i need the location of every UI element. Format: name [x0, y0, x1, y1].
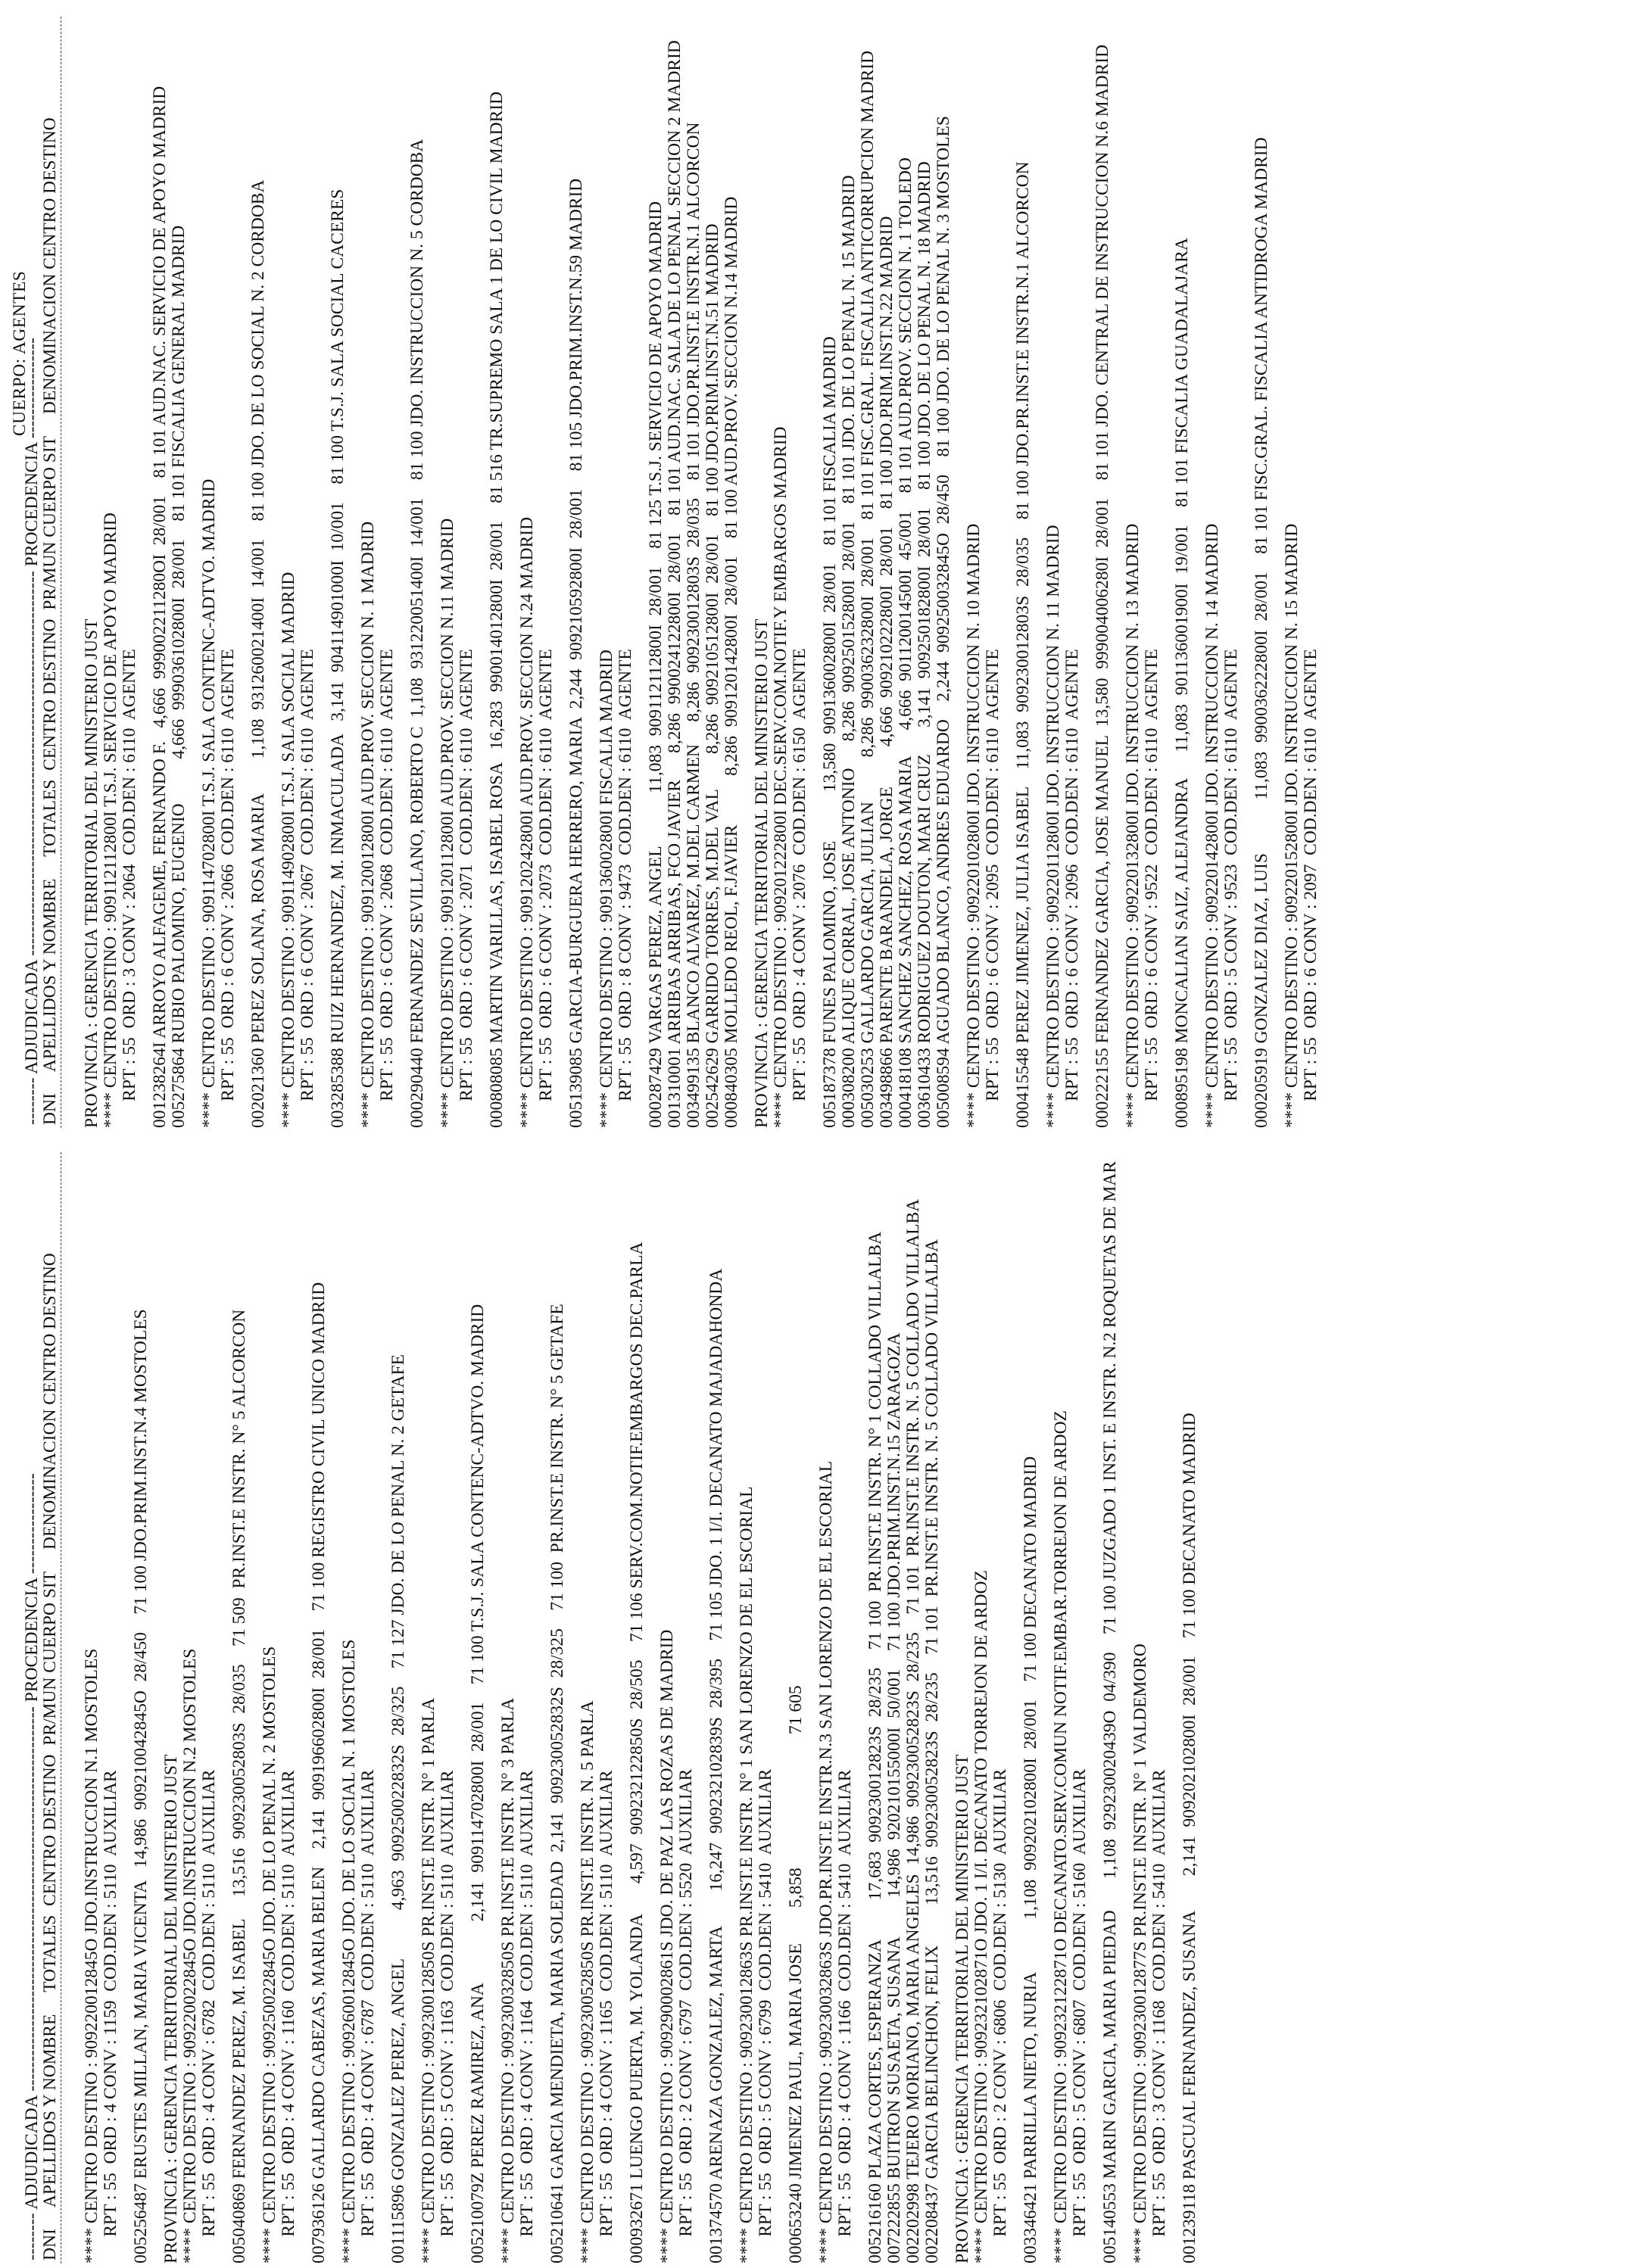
centro-destino-line: **** CENTRO DESTINO : 909220112800I JDO. INSTRUCCION N. 11 MADRID [1043, 525, 1063, 1128]
entry-row: 005140553 MARIN GARCIA, MARIA PIEDAD 1,108 929230020439O 04/390 71 100 JUZGADO 1 INST. E INSTR. N.2 ROQUETAS DE MAR [1100, 1160, 1120, 2263]
rpt-line: RPT : 55 ORD : 5 CONV : 6807 COD.DEN : 5160 AUXILIAR [1070, 1768, 1090, 2263]
listing-block [1283, 9, 1321, 1128]
centro-destino-line: **** CENTRO DESTINO : 909201222800I DEC.SERV.COM.NOTIF.Y EMBARGOS MADRID [771, 426, 790, 1128]
entry-row: 005008594 AGUADO BLANCO, ANDRES EDUARDO 2,244 909250032845O 28/450 81 100 JDO. DE LO PENAL N. 3 MOSTOLES [934, 116, 953, 1128]
listing-block [83, 9, 139, 1128]
rpt-line: RPT : 55 ORD : 4 CONV : 1165 COD.DEN : 5110 AUXILIAR [597, 1770, 616, 2263]
cuerpo-label: CUERPO: AGENTES [10, 270, 30, 436]
entry-row: 005256487 ERUSTES MILLAN, MARIA VICENTA 14,986 909210042845O 28/450 71 100 JDO.PRIM.INST.N.4 MOSTOLES [131, 1309, 151, 2263]
centro-destino-line: **** CENTRO DESTINO : 909114702800I T.S.J. SALA CONTENC-ADTVO. MADRID [199, 478, 219, 1128]
listing-block [469, 1145, 488, 2263]
centro-destino-line: **** CENTRO DESTINO : 909120012800I AUD.PROV. SECCION N. 1 MADRID [358, 521, 378, 1128]
listing-block [260, 1145, 298, 2263]
listing-block [1124, 9, 1162, 1128]
listing-block [488, 9, 507, 1128]
entry-row: 001239118 PASCUAL FERNANDEZ, SUSANA 2,141 909202102800I 28/001 71 100 DECANATO MADRID [1180, 1413, 1199, 2263]
centro-destino-line: **** CENTRO DESTINO : 909120242800I AUD.PROV. SECCION N.24 MADRID [517, 516, 537, 1128]
listing-block [389, 1145, 408, 2263]
listing-block [1131, 1145, 1169, 2263]
entry-row: 000932671 LUENGO PUERTA, M. YOLANDA 4,597 909232122850S 28/505 71 106 SERV.COM.NOTIF.EMBARGOS DEC.PARLA [627, 1241, 647, 2263]
entry-row: 007936126 GALLARDO CABEZAS, MARIA BELEN 2,141 909196602800I 28/001 71 100 REGISTRO CIVIL UNICO MADRID [309, 1282, 329, 2263]
left-entries [71, 1145, 1199, 2263]
centro-destino-line: **** CENTRO DESTINO : 909114902800I T.S.J. SALA SOCIAL MADRID [279, 572, 298, 1128]
entry-row: 000205919 GONZALEZ DIAZ, LUIS 11,083 990036222800I 28/001 81 101 FISC.GRAL. FISCALIA ANTIDROGA MADRID [1252, 137, 1271, 1128]
adjudicada-procedencia-row: -------- ADJUDICADA ----------------------------------------------------------------- PROCEDENCIA ----------------- [22, 338, 42, 1125]
listing-block [1044, 9, 1082, 1128]
listing-block [499, 1145, 537, 2263]
rpt-line: RPT : 55 ORD : 3 CONV : 1168 COD.DEN : 5410 AUXILIAR [1149, 1769, 1169, 2263]
entry-row: 002208437 GARCIA BELINCHON, FELIX 13,516 909230052823S 28/235 71 101 PR.INST.E INSTR. N. 5 COLLADO VILLALBA [922, 1239, 942, 2263]
centro-destino-line: **** CENTRO DESTINO : 909220132800I JDO. INSTRUCCION N. 13 MADRID [1123, 523, 1143, 1128]
entry-row: 000808085 MARTIN VARILLAS, ISABEL ROSA 16,283 990014012800I 28/001 81 516 TR.SUPREMO SALA 1 DE LO CIVIL MADRID [487, 91, 507, 1128]
centro-destino-line: **** CENTRO DESTINO : 909220152800I JDO. INSTRUCCION N. 15 MADRID [1282, 523, 1302, 1128]
centro-destino-line: **** CENTRO DESTINO : 909230032850S PR.INST.E INSTR. N° 3 PARLA [498, 1697, 518, 2263]
centro-destino-line: **** CENTRO DESTINO : 909260012845O JDO. DE LO SOCIAL N. 1 MOSTOLES [339, 1639, 359, 2263]
rpt-line: RPT : 55 ORD : 2 CONV : 6797 COD.DEN : 5520 AUXILIAR [676, 1768, 696, 2263]
listing-block [821, 9, 953, 1128]
centro-destino-line: **** CENTRO DESTINO : 909230012863S PR.INST.E INSTR. N° 1 SAN LORENZO DE EL ESCORIAL [737, 1486, 756, 2263]
listing-block [1093, 9, 1112, 1128]
entry-row: 000840305 MOLLEDO REOL, F.JAVIER 8,286 909120142800I 28/001 81 100 AUD.PROV. SECCION N.14 MADRID [722, 196, 741, 1128]
rpt-line: RPT : 55 ORD : 6 CONV : 2095 COD.DEN : 6110 AGENTE [983, 649, 1003, 1128]
centro-destino-line: **** CENTRO DESTINO : 909220012845O JDO.INSTRUCCION N.1 MOSTOLES [82, 1648, 101, 2263]
entry-row: 005210079Z PEREZ RAMIREZ, ANA 2,141 909114702800I 28/001 71 100 T.S.J. SALA CONTENC-ADTVO. MADRID [468, 1304, 488, 2263]
listing-block [310, 1145, 329, 2263]
entry-row: 002202998 TEJERO MORIANO, MARIA ANGELES 14,986 909230052823S 28/235 71 101 PR.INST.E INSTR. N. 5 COLLADO VILLALBA [903, 1198, 923, 2263]
rpt-line: RPT : 55 ORD : 2 CONV : 6806 COD.DEN : 5130 AUXILIAR [990, 1768, 1010, 2263]
right-entries [71, 9, 1321, 1128]
centro-destino-line: **** CENTRO DESTINO : 909220022845O JDO.INSTRUCCION N.2 MOSTOLES [180, 1648, 200, 2263]
rpt-line: RPT : 55 ORD : 5 CONV : 9523 COD.DEN : 6110 AGENTE [1221, 649, 1241, 1128]
rpt-line: RPT : 55 ORD : 5 CONV : 1163 COD.DEN : 5110 AUXILIAR [438, 1770, 457, 2263]
entry-row: 000287429 VARGAS PEREZ, ANGEL 11,083 909112112800I 28/001 81 125 T.S.J. SERVICIO DE APOYO MADRID [646, 201, 666, 1128]
rpt-line: RPT : 55 ORD : 6 CONV : 2073 COD.DEN : 6110 AGENTE [536, 649, 556, 1128]
listing-block [658, 1145, 696, 2263]
entry-row: 003498866 PARENTE BARANDELA, JORGE 4,666 909210222800I 28/001 81 100 JDO.PRIM.INST.N.22 MADRID [877, 216, 897, 1128]
centro-destino-line: **** CENTRO DESTINO : 909232122871O DECANATO.SERV.COMUN NOTIF.EMBAR.TORREJON DE ARDOZ [1051, 1410, 1071, 2263]
listing-block [965, 9, 1003, 1128]
entry-row: 000418108 SANCHEZ SANCHEZ, ROSA MARIA 4,666 901120014500I 45/001 81 101 AUD.PROV. SECCION N. 1 TOLEDO [896, 157, 915, 1128]
entry-row: 000308200 ALIQUE CORRAL, JOSE ANTONIO 8,286 909250152800I 28/001 81 101 JDO. DE LO PENAL N. 15 MADRID [839, 175, 859, 1128]
listing-block [1021, 1145, 1040, 2263]
listing-block [737, 1145, 775, 2263]
rpt-line: RPT : 55 ORD : 6 CONV : 2071 COD.DEN : 6110 AGENTE [457, 649, 476, 1128]
rpt-line: RPT : 55 ORD : 5 CONV : 6799 COD.DEN : 5410 AUXILIAR [756, 1768, 775, 2263]
entry-row: 005030253 GALLARDO GARCIA, JULIAN 8,286 990036232800I 28/001 81 101 FISC.GRAL. FISCALIA ANTICORRUPCION MADRID [858, 50, 878, 1128]
entry-row: 000415548 PEREZ JIMENEZ, JULIA ISABEL 11,083 909230012803S 28/035 81 100 JDO.PR.INST.E INSTR.N.1 ALCORCON [1013, 161, 1033, 1128]
entry-row: 000895198 MONCALIAN SAIZ, ALEJANDRA 11,083 901136001900I 19/001 81 101 FISCALIA GUADALAJARA [1172, 238, 1192, 1128]
listing-block [647, 9, 741, 1128]
listing-block [279, 9, 317, 1128]
listing-block [151, 9, 189, 1128]
listing-block [1052, 1145, 1090, 2263]
entry-row: 002021360 PEREZ SOLANA, ROSA MARIA 1,108 931260021400I 14/001 81 100 JDO. DE LO SOCIAL N. 2 CORDOBA [248, 179, 268, 1128]
centro-destino-line: **** CENTRO DESTINO : 909232102871O JDO. 1 I/I. DECANATO TORREJON DE ARDOZ [971, 1570, 991, 2263]
listing-block [200, 9, 238, 1128]
listing-block [628, 1145, 647, 2263]
centro-destino-line: **** CENTRO DESTINO : 909230032863S JDO.PR.INST.E INSTR.N.3 SAN LORENZO DE EL ESCORIAL [816, 1460, 836, 2263]
rpt-line: RPT : 55 ORD : 4 CONV : 6787 COD.DEN : 5110 AUXILIAR [358, 1769, 378, 2263]
entry-row: 005275864 RUBIO PALOMINO, EUGENIO 4,666 999036102800I 28/001 81 101 FISCALIA GENERAL MADRID [169, 225, 189, 1128]
centro-destino-line: **** CENTRO DESTINO : 909136002800I FISCALIA MADRID [597, 650, 616, 1128]
rpt-line: RPT : 55 ORD : 6 CONV : 2068 COD.DEN : 6110 AGENTE [377, 649, 397, 1128]
entry-row: 003499135 BLANCO ALVAREZ, M.DEL CARMEN 8,286 909230012803S 28/035 81 101 JDO.PR.INST.E INSTR.N.1 ALCORCON [684, 122, 703, 1128]
rpt-line: RPT : 55 ORD : 6 CONV : 2066 COD.DEN : 6110 AGENTE [218, 649, 238, 1128]
entry-row: 005187378 FUNES PALOMINO, JOSE 13,580 909136002800I 28/001 81 101 FISCALIA MADRID [820, 336, 840, 1128]
listing-block [419, 1145, 457, 2263]
rpt-line: RPT : 55 ORD : 4 CONV : 1166 COD.DEN : 5410 AUXILIAR [835, 1769, 855, 2263]
entry-row: 007222855 BUITRON SUSAETA, SUSANA 14,986 920210155000I 50/001 71 100 JDO.PRIM.INST.N.15 ZARAGOZA [884, 1332, 904, 2263]
rpt-line: RPT : 55 ORD : 6 CONV : 9522 COD.DEN : 6110 AGENTE [1142, 649, 1162, 1128]
rpt-line: RPT : 55 ORD : 4 CONV : 6782 COD.DEN : 5110 AUXILIAR [199, 1769, 219, 2263]
centro-destino-line: **** CENTRO DESTINO : 909112112800I T.S.J. SERVICIO DE APOYO MADRID [101, 512, 120, 1128]
rpt-line: RPT : 55 ORD : 6 CONV : 2067 COD.DEN : 6110 AGENTE [298, 649, 317, 1128]
centro-destino-line: **** CENTRO DESTINO : 909220142800I JDO. INSTRUCCION N. 14 MADRID [1202, 523, 1222, 1128]
column-headers-row: DNI APELLIDOS Y NOMBRE TOTALES CENTRO DESTINO PR/MUN CUERPO SIT DENOMINACION CENTRO DESTINO [40, 1253, 60, 2260]
left-listing-column [0, 1140, 1634, 2268]
listing-block [329, 9, 348, 1128]
entry-row: 003285388 RUIZ HERNANDEZ, M. INMACULADA 3,141 904114901000I 10/001 81 100 T.S.J. SALA SOCIAL CACERES [328, 188, 348, 1128]
listing-block [230, 1145, 249, 2263]
listing-block [817, 1145, 855, 2263]
rpt-line: RPT : 55 ORD : 6 CONV : 2096 COD.DEN : 6110 AGENTE [1062, 649, 1082, 1128]
centro-destino-line: **** CENTRO DESTINO : 909230012850S PR.INST.E INSTR. N° 1 PARLA [419, 1697, 438, 2263]
listing-block [1014, 9, 1033, 1128]
listing-block [753, 9, 809, 1128]
listing-block [408, 9, 427, 1128]
entry-row: 003610433 RODRIGUEZ DOUTON, MARI CRUZ 3,141 909250182800I 28/001 81 100 JDO. DE LO PENAL N. 18 MADRID [915, 161, 934, 1128]
listing-block [1101, 1145, 1120, 2263]
listing-block [1173, 9, 1192, 1128]
entry-row: 005210641 GARCIA MENDIETA, MARIA SOLEDAD 2,141 909230052832S 28/325 71 100 PR.INST.E INSTR. N° 5 GETAFE [547, 1304, 567, 2263]
listing-block [438, 9, 476, 1128]
rpt-line: RPT : 55 ORD : 4 CONV : 2076 COD.DEN : 6150 AGENTE [790, 648, 809, 1128]
rpt-line: RPT : 55 ORD : 8 CONV : 9473 COD.DEN : 6110 AGENTE [616, 649, 635, 1128]
listing-block [340, 1145, 378, 2263]
rpt-line: RPT : 55 ORD : 4 CONV : 1164 COD.DEN : 5110 AUXILIAR [517, 1770, 537, 2263]
entry-row: 003346421 PARRILLA NIETO, NURIA 1,108 909202102800I 28/001 71 100 DECANATO MADRID [1021, 1456, 1040, 2263]
listing-block [597, 9, 635, 1128]
right-listing-column [0, 5, 1634, 1132]
centro-destino-line: **** CENTRO DESTINO : 909250022845O JDO. DE LO PENAL N. 2 MOSTOLES [260, 1646, 279, 2263]
entry-row: 001310001 ARRIBAS ARRIBAS, FCO JAVIER 8,286 990024122800I 28/001 81 101 AUD.NAC. SALA DE LO PENAL SECCION 2 MADRID [665, 40, 684, 1128]
listing-block [578, 1145, 616, 2263]
listing-block [567, 9, 586, 1128]
provincia-line: PROVINCIA : GERENCIA TERRITORIAL DEL MINISTERIO JUST [752, 618, 772, 1128]
centro-destino-line: **** CENTRO DESTINO : 909120112800I AUD.PROV. SECCION N.11 MADRID [438, 518, 457, 1128]
listing-block [249, 9, 268, 1128]
rpt-line: RPT : 55 ORD : 3 CONV : 2064 COD.DEN : 6110 AGENTE [120, 649, 139, 1128]
entry-row: 005216160 PLAZA CORTES, ESPERANZA 17,683 909230012823S 28/235 71 100 PR.INST.E INSTR. N° 1 COLLADO VILLALBA [865, 1232, 885, 2263]
listing-block [1180, 1145, 1199, 2263]
column-headers-row: DNI APELLIDOS Y NOMBRE TOTALES CENTRO DESTINO PR/MUN CUERPO SIT DENOMINACION CENTRO DESTINO [40, 117, 60, 1125]
entry-row: 005139085 GARCIA-BURGUERA HERRERO, MARIA 2,244 909210592800I 28/001 81 105 JDO.PRIM.INST.N.59 MADRID [566, 178, 586, 1128]
listing-block [132, 1145, 151, 2263]
provincia-line: PROVINCIA : GERENCIA TERRITORIAL DEL MINISTERIO JUST [161, 1754, 181, 2263]
listing-block [1203, 9, 1241, 1128]
listing-block [518, 9, 556, 1128]
listing-block [162, 1145, 219, 2263]
listing-block [83, 1145, 120, 2263]
rpt-line: RPT : 55 ORD : 4 CONV : 1160 COD.DEN : 5110 AUXILIAR [279, 1770, 298, 2263]
provincia-line: PROVINCIA : GERENCIA TERRITORIAL DEL MINISTERIO JUST [953, 1754, 972, 2263]
centro-destino-line: **** CENTRO DESTINO : 909230012877S PR.INST.E INSTR. N° 1 VALDEMORO [1130, 1643, 1150, 2263]
entry-row: 002542629 GARRIDO TORRES, M.DEL VAL 8,286 909210512800I 28/001 81 100 JDO.PRIM.INST.N.51 MADRID [703, 223, 722, 1128]
entry-row: 000290440 FERNANDEZ SEVILLANO, ROBERTO C 1,108 931220051400I 14/001 81 100 JDO. INSTRUCCION N. 5 CORDOBA [407, 139, 427, 1128]
listing-block [707, 1145, 726, 2263]
listing-block [1252, 9, 1271, 1128]
listing-block [359, 9, 397, 1128]
centro-destino-line: **** CENTRO DESTINO : 909290002861S JDO. DE PAZ LAS ROZAS DE MADRID [657, 1629, 677, 2263]
rpt-line: RPT : 55 ORD : 6 CONV : 2097 COD.DEN : 6110 AGENTE [1301, 649, 1321, 1128]
adjudicada-procedencia-row: -------- ADJUDICADA ----------------------------------------------------------------- PROCEDENCIA ----------------- [22, 1473, 42, 2260]
centro-destino-line: **** CENTRO DESTINO : 909220102800I JDO. INSTRUCCION N. 10 MADRID [964, 523, 984, 1128]
listing-block [548, 1145, 567, 2263]
rpt-line: RPT : 55 ORD : 4 CONV : 1159 COD.DEN : 5110 AUXILIAR [101, 1770, 120, 2263]
entry-row: 001238264I ARROYO ALFAGEME, FERNANDO F. 4,666 999002211280OI 28/001 81 101 AUD.NAC. SERVICIO DE APOYO MADRID [150, 86, 170, 1128]
listing-block [953, 1145, 1010, 2263]
listing-block [787, 1145, 806, 2263]
entry-row: 001374570 ARENAZA GONZALEZ, MARTA 16,247 909232102839S 28/395 71 105 JDO. 1 I/I. DECANATO MAJADAHONDA [706, 1268, 726, 2263]
provincia-line: PROVINCIA : GERENCIA TERRITORIAL DEL MINISTERIO JUST [82, 618, 101, 1128]
listing-block [866, 1145, 942, 2263]
entry-row: 001115896 GONZALEZ PEREZ, ANGEL 4,963 909250022832S 28/325 71 127 JDO. DE LO PENAL N. 2 GETAFE [388, 1354, 408, 2263]
entry-row: 000222155 FERNANDEZ GARCIA, JOSE MANUEL 13,580 999004006280I 28/001 81 101 JDO. CENTRAL DE INSTRUCCION N.6 MADRID [1093, 44, 1112, 1128]
centro-destino-line: **** CENTRO DESTINO : 909230052850S PR.INST.E INSTR. N. 5 PARLA [578, 1700, 597, 2263]
entry-row: 005040869 FERNANDEZ PEREZ, M. ISABEL 13,516 909230052803S 28/035 71 509 PR.INST.E INSTR. N° 5 ALCORCON [229, 1309, 249, 2263]
entry-row: 000653240 JIMENEZ PAUL, MARIA JOSE 5,858 71 605 [786, 1685, 806, 2263]
